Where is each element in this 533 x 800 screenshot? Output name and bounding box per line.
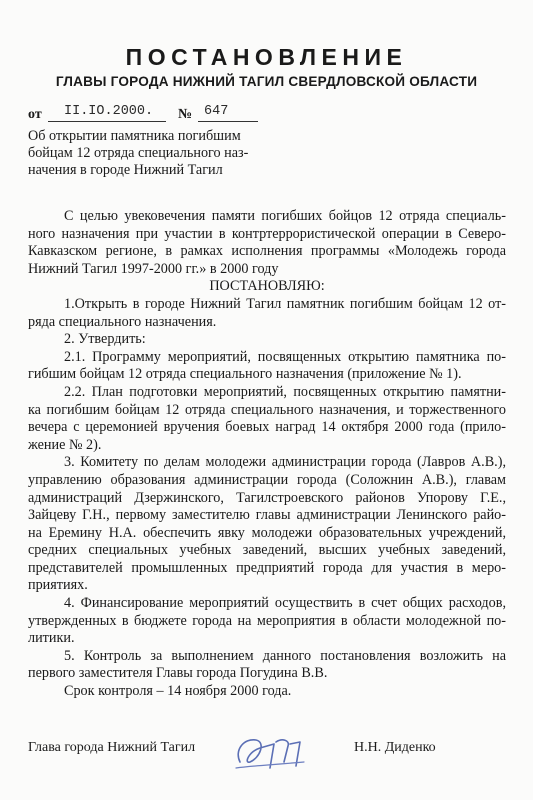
item-2-1-line: гибшим бойцам 12 отряда специального назначения (приложение № 1). <box>28 366 462 383</box>
item-3-line: администраций Дзержинского, Тагилстроевского районов Упорову Г.Е., <box>28 489 506 506</box>
item-3-line: средних специальных учебных заведений, высших учебных заведений, <box>28 542 506 559</box>
item-5-line: 5. Контроль за выполнением данного постановления возложить на <box>64 647 506 664</box>
item-3-line: приятиях. <box>28 577 88 594</box>
signature-position: Глава города Нижний Тагил <box>28 740 196 755</box>
handwritten-signature <box>230 722 320 782</box>
item-2-2-line: жение № 2). <box>28 436 102 453</box>
date-label: от <box>28 107 42 122</box>
item-3-line: Зайцеву Г.Н., первому заместителю главы администрации Ленинского райо- <box>28 507 506 524</box>
document-body <box>28 208 506 701</box>
subject-line: начения в городе Нижний Тагил <box>28 162 223 178</box>
number-value: 647 <box>204 104 229 119</box>
preamble-line: Кавказском регионе, в рамках исполнения программы «Молодежь города <box>28 243 506 260</box>
preamble-line: С целью увековечения памяти погибших бойцов 12 отряда специаль- <box>64 208 506 224</box>
signature-name: Н.Н. Диденко <box>354 740 436 755</box>
date-value: II.IO.2000. <box>64 104 154 119</box>
subject-line: Об открытии памятника погибшим <box>28 128 241 144</box>
item-2-1-line: 2.1. Программу мероприятий, посвященных открытию памятника по- <box>64 348 506 365</box>
subject-line: бойцам 12 отряда специального наз- <box>28 145 249 161</box>
item-3-line: 3. Комитету по делам молодежи администрации города (Лавров А.В.), <box>64 454 506 471</box>
item-4-line: 4. Финансирование мероприятий осуществить в счет общих расходов, <box>64 595 506 612</box>
decree-word: ПОСТАНОВЛЯЮ: <box>209 278 325 295</box>
preamble-line: Нижний Тагил 1997-2000 гг.» в 2000 году <box>28 260 279 277</box>
item-3-line: представителей промышленных предприятий города для участия в меро- <box>28 559 506 576</box>
document-title: ПОСТАНОВЛЕНИЕ <box>125 44 408 70</box>
item-1-line: 1.Открыть в городе Нижний Тагил памятник погибшим бойцам 12 от- <box>64 295 506 312</box>
document-number-row <box>28 104 288 124</box>
item-3-line: на Еремину Н.А. обеспечить явку молодежи образовательных учреждений, <box>28 524 506 541</box>
item-2: 2. Утвердить: <box>64 331 146 348</box>
item-3-line: управлению образования администрации города (Соложнин А.В.), главам <box>28 471 506 488</box>
item-4-line: утвержденных в бюджете города на мероприятия в области молодежной по- <box>28 612 506 629</box>
item-2-2-line: 2.2. План подготовки мероприятий, посвященных открытию памятни- <box>64 383 506 400</box>
number-label: № <box>178 107 193 122</box>
item-2-2-line: вечера с церемонией вручения боевых наград 14 октября 2000 года (прило- <box>28 419 506 436</box>
item-2-2-line: ка погибшим бойцам 12 отряда специального назначения, и торжественного <box>28 401 506 418</box>
document-subtitle: ГЛАВЫ ГОРОДА НИЖНИЙ ТАГИЛ СВЕРДЛОВСКОЙ ОБЛАСТИ <box>55 74 478 89</box>
number-underline <box>198 121 258 122</box>
preamble-line: ного назначения при участии в контртеррористической операции в Северо- <box>28 225 506 242</box>
item-1-line: ряда специального назначения. <box>28 313 217 330</box>
control-deadline: Срок контроля – 14 ноября 2000 года. <box>64 683 292 700</box>
item-5-line: первого заместителя Главы города Погудина В.В. <box>28 665 328 682</box>
item-4-line: литики. <box>28 630 75 647</box>
date-underline <box>48 121 166 122</box>
document-subject <box>28 128 268 179</box>
